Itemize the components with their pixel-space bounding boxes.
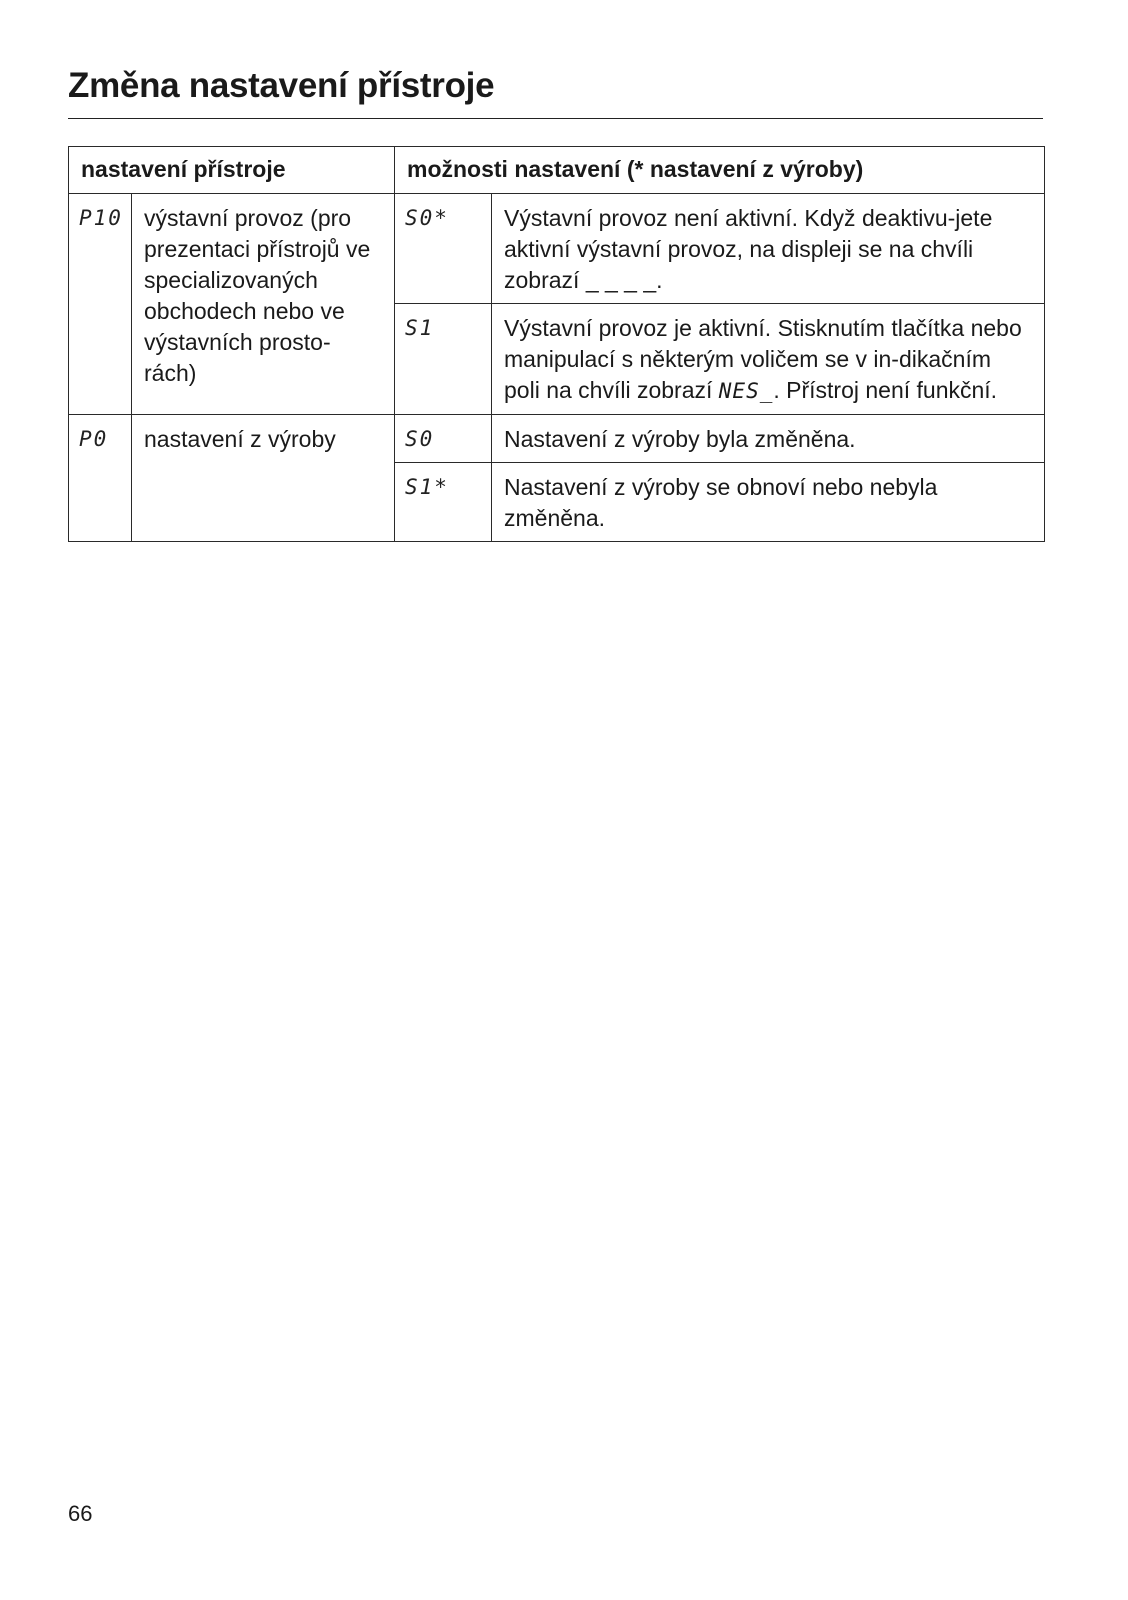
option-description: Nastavení z výroby byla změněna. — [492, 415, 1045, 463]
display-readout: NES_ — [718, 379, 774, 403]
option-code: S1* — [395, 463, 492, 542]
setting-name: výstavní provoz (pro prezentaci přístrojů ve specializovaných obchodech nebo ve výstavních prosto-rách) — [132, 194, 395, 415]
option-description: Nastavení z výroby se obnoví nebo nebyla změněna. — [492, 463, 1045, 542]
table-row — [69, 194, 1045, 304]
option-code: S0 — [395, 415, 492, 463]
option-description-text: . Přístroj není funkční. — [773, 377, 998, 403]
option-description — [492, 304, 1045, 415]
settings-table — [68, 146, 1045, 542]
page-number: 66 — [68, 1501, 93, 1526]
table-header-row — [69, 147, 1045, 194]
setting-code: P0 — [69, 415, 132, 542]
setting-name: nastavení z výroby — [132, 415, 395, 542]
option-description: Výstavní provoz není aktivní. Když deaktivu-jete aktivní výstavní provoz, na displeji se na chvíli zobrazí _ _ _ _. — [492, 194, 1045, 304]
option-code: S1 — [395, 304, 492, 415]
table-row — [69, 415, 1045, 463]
setting-code: P10 — [69, 194, 132, 415]
option-description-text: Výstavní provoz je aktivní. Stisknutím tlačítka nebo manipulací s některým voličem se v in-dikačním poli na chvíli zobrazí — [504, 315, 1022, 403]
option-code: S0* — [395, 194, 492, 304]
header-device-setting: nastavení přístroje — [69, 147, 395, 194]
header-setting-options: možnosti nastavení (* nastavení z výroby) — [395, 147, 1045, 194]
page-title: Změna nastavení přístroje — [68, 66, 495, 105]
title-divider — [68, 118, 1043, 119]
